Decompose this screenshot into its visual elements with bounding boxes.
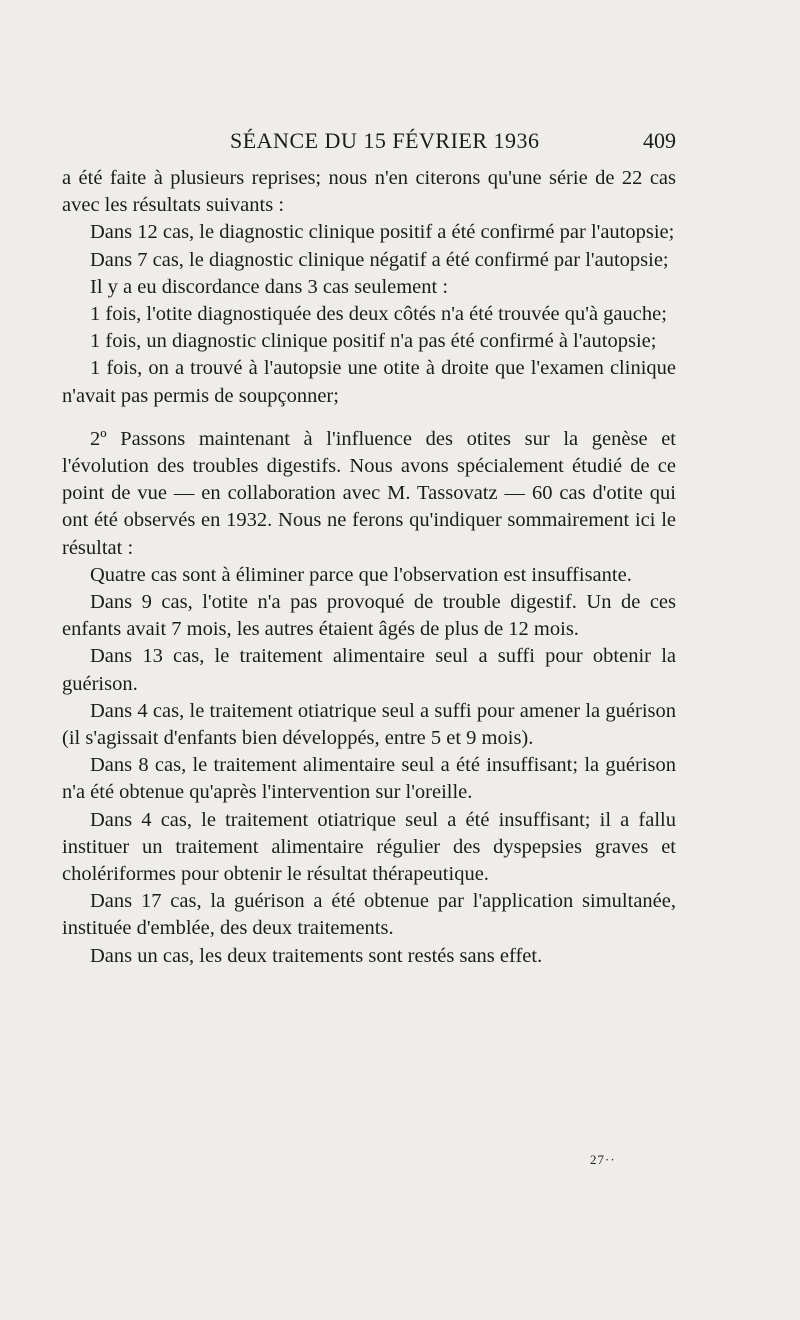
- paragraph: Dans 13 cas, le traitement alimentaire seul a suffi pour obtenir la guérison.: [62, 645, 676, 695]
- paragraph: Dans 7 cas, le diagnostic clinique négatif a été confirmé par l'autopsie;: [90, 248, 669, 271]
- running-head: [62, 126, 676, 156]
- paragraph: Dans un cas, les deux traitements sont restés sans effet.: [90, 944, 543, 967]
- paragraph: Dans 8 cas, le traitement alimentaire seul a été insuffisant; la guérison n'a été obtenue qu'après l'intervention sur l'oreille.: [62, 754, 676, 804]
- paragraph: 1 fois, l'otite diagnostiquée des deux côtés n'a été trouvée qu'à gauche;: [90, 303, 667, 326]
- paragraph: 1 fois, on a trouvé à l'autopsie une otite à droite que l'examen clinique n'avait pas permis de soupçonner;: [62, 357, 676, 407]
- running-title: SÉANCE DU 15 FÉVRIER 1936: [230, 128, 540, 153]
- paragraph-continuation: a été faite à plusieurs reprises; nous n'en citerons qu'une série de 22 cas avec les résultats suivants :: [62, 167, 676, 217]
- page-number: 409: [643, 128, 676, 153]
- paragraph: Dans 17 cas, la guérison a été obtenue par l'application simultanée, instituée d'emblée, des deux traitements.: [62, 890, 676, 940]
- paragraph-section-2: 2º Passons maintenant à l'influence des otites sur la genèse et l'évolution des troubles digestifs. Nous avons spécialement étudié de ce point de vue — en collaboration avec M. Tassovatz — 60 cas d'otite qui ont été observés en 1932. Nous ne ferons qu'indiquer sommairement ici le résultat :: [62, 427, 676, 559]
- paragraph: Dans 9 cas, l'otite n'a pas provoqué de trouble digestif. Un de ces enfants avait 7 mois, les autres étaient âgés de plus de 12 mois.: [62, 591, 676, 641]
- paragraph: Quatre cas sont à éliminer parce que l'observation est insuffisante.: [90, 563, 632, 586]
- body-text: [62, 165, 676, 970]
- paragraph: 1 fois, un diagnostic clinique positif n'a pas été confirmé à l'autopsie;: [90, 330, 657, 353]
- paragraph: Dans 4 cas, le traitement otiatrique seul a suffi pour amener la guérison (il s'agissait d'enfants bien développés, entre 5 et 9 mois).: [62, 699, 676, 750]
- paragraph: Dans 12 cas, le diagnostic clinique positif a été confirmé par l'autopsie;: [90, 221, 675, 244]
- paragraph: Il y a eu discordance dans 3 cas seulement :: [90, 275, 449, 298]
- signature-mark: 27··: [590, 1152, 616, 1167]
- paragraph: Dans 4 cas, le traitement otiatrique seul a été insuffisant; il a fallu instituer un traitement alimentaire régulier des dyspepsies graves et cholériformes pour obtenir le résultat thérapeutique.: [62, 808, 676, 886]
